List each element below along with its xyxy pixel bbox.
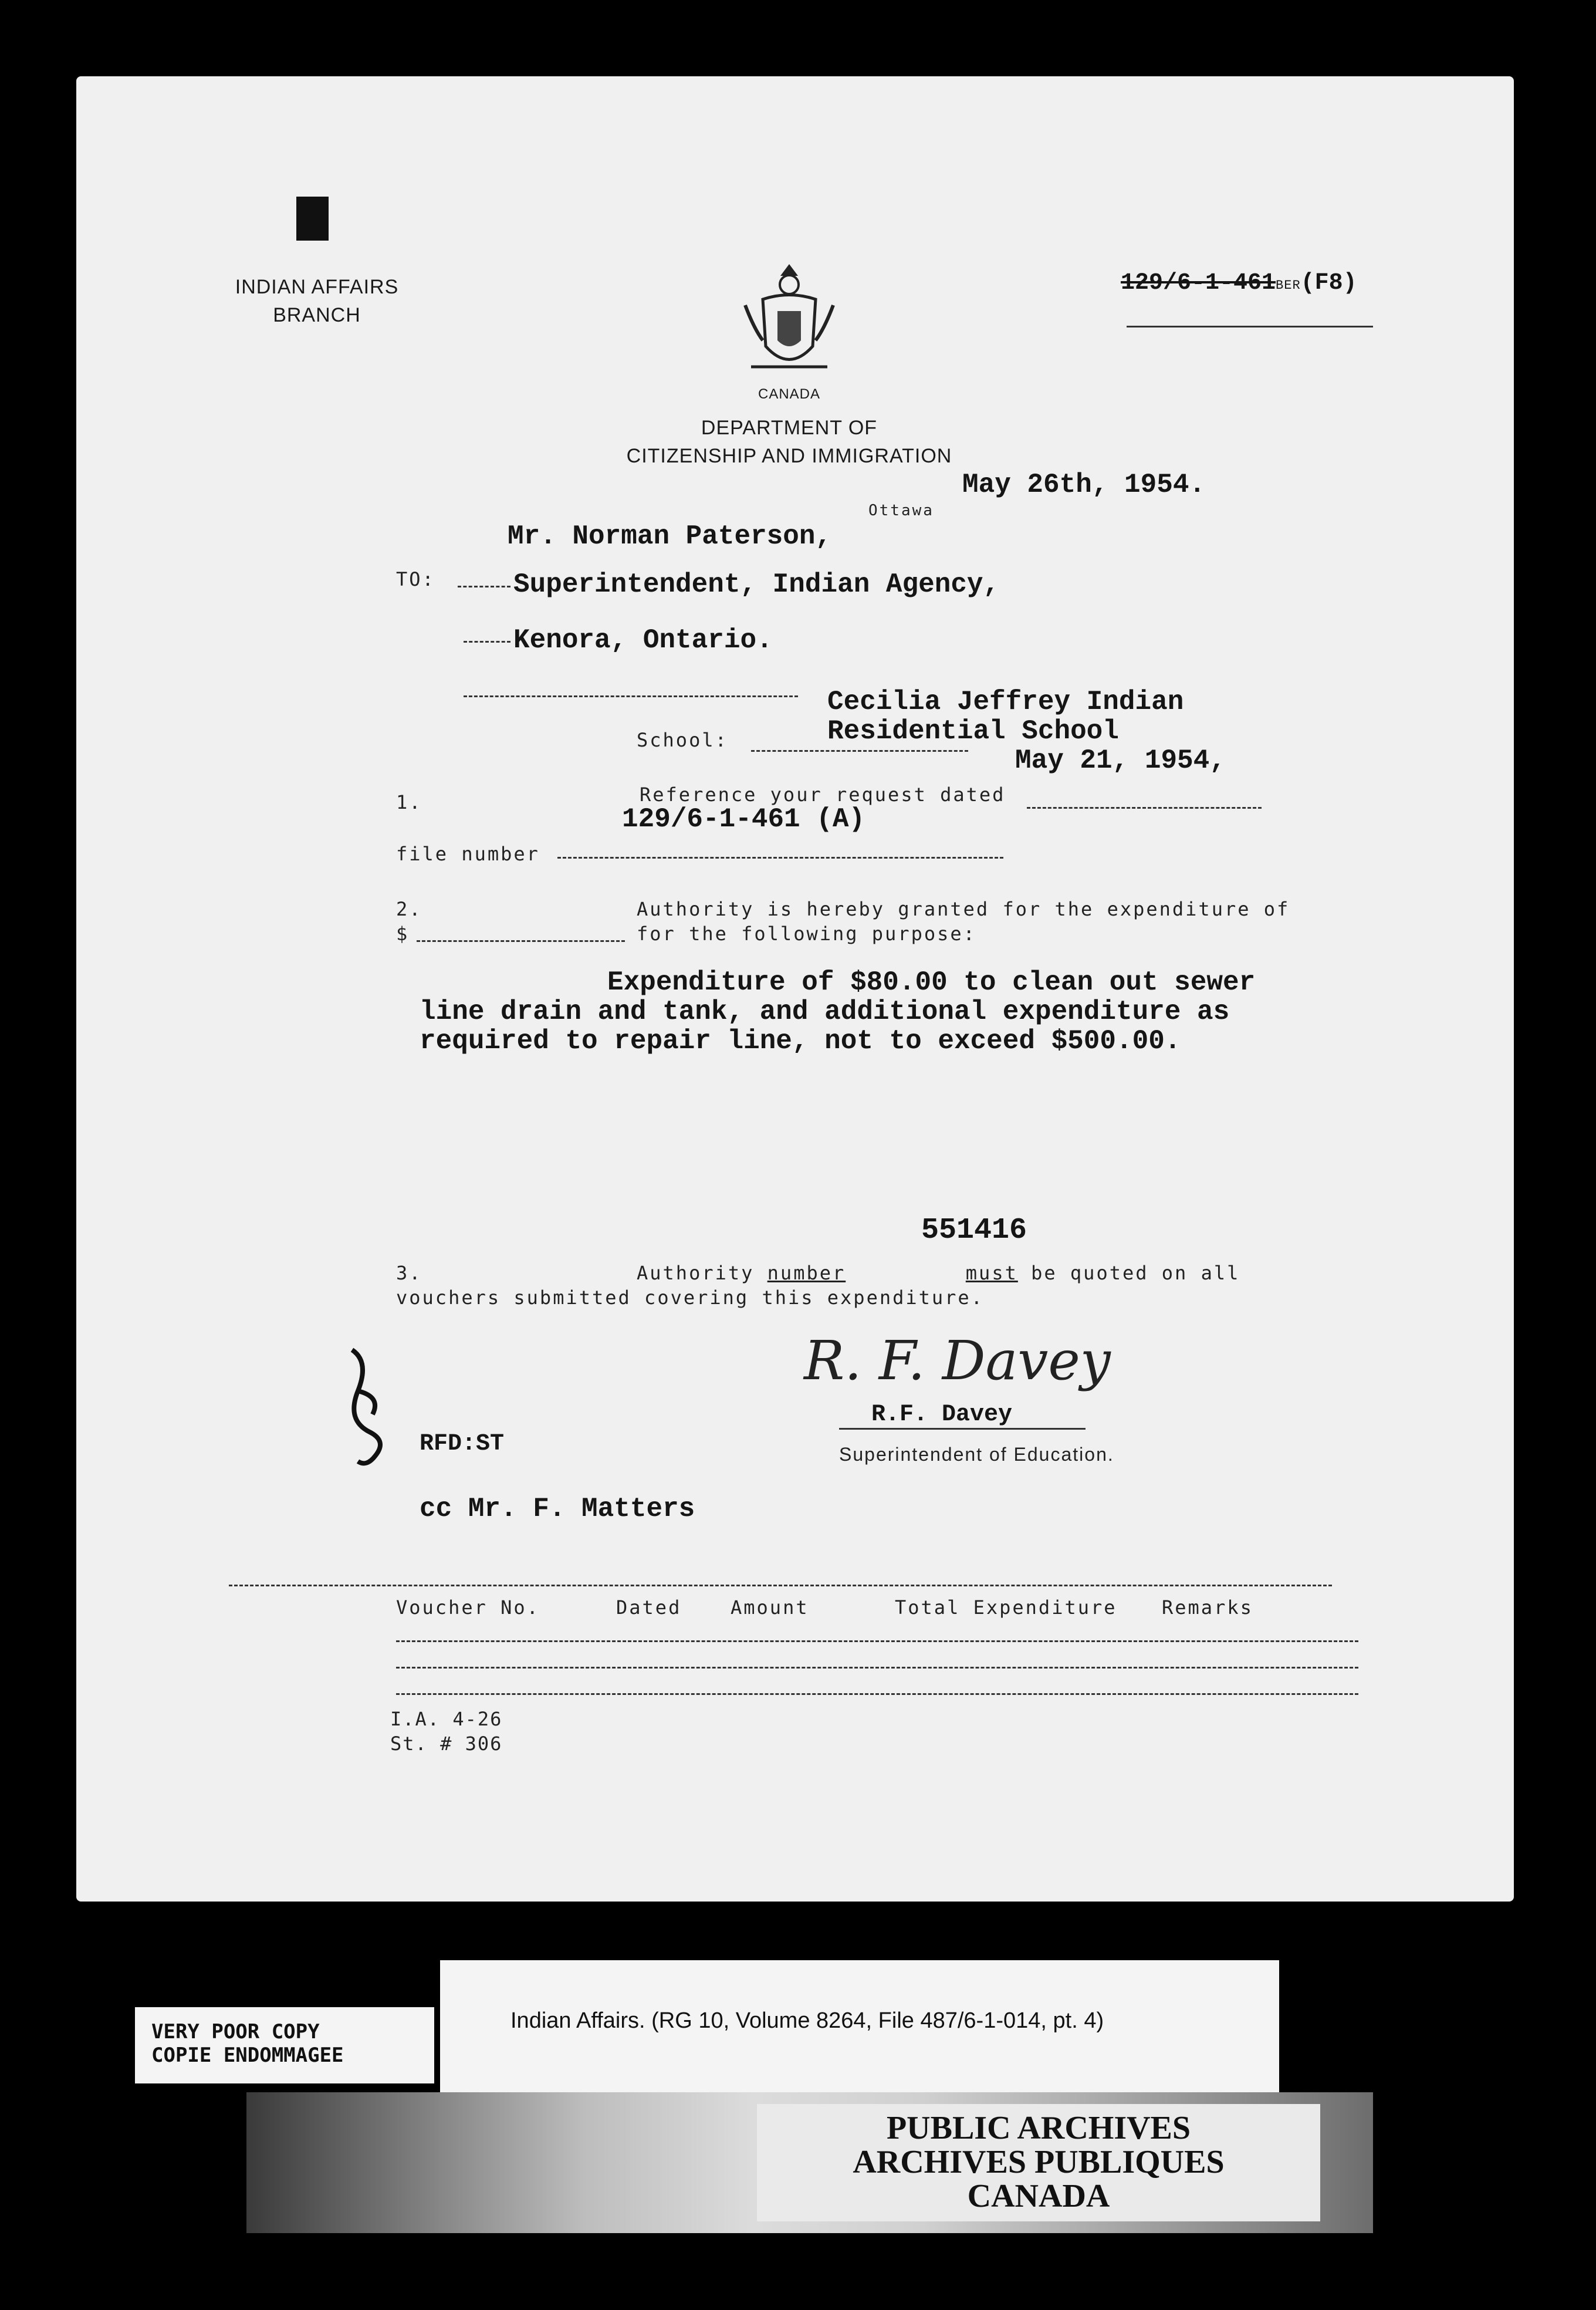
handwritten-initials-icon: [334, 1338, 405, 1473]
form-number-line-2: St. # 306: [390, 1732, 503, 1755]
item-2-number: 2.: [396, 898, 422, 920]
form-number-line-1: I.A. 4-26: [390, 1708, 503, 1730]
letter-date: May 26th, 1954.: [962, 470, 1206, 500]
item-3-authority: Authority: [637, 1262, 755, 1284]
recipient-title: Superintendent, Indian Agency,: [513, 569, 1000, 600]
school-name-line-2: Residential School: [827, 716, 1119, 747]
item-2-text-1: Authority is hereby granted for the expenditure of: [637, 898, 1290, 920]
voucher-line-1: [396, 1640, 1358, 1642]
department-label: [604, 414, 974, 470]
signature-typed: R.F. Davey: [871, 1401, 1013, 1428]
item-3-must: must: [965, 1262, 1018, 1284]
city-label: Ottawa: [868, 502, 934, 519]
item-1-text: Reference your request dated: [640, 783, 1006, 806]
branch-line-1: INDIAN AFFAIRS: [235, 276, 399, 298]
branch-label: [223, 273, 411, 329]
file-number-line-2: [557, 857, 1003, 859]
item-3-number: 3.: [396, 1262, 422, 1284]
item-2-text-2: for the following purpose:: [637, 923, 976, 945]
signature-title: Superintendent of Education.: [839, 1444, 1114, 1465]
col-dated: Dated: [616, 1596, 682, 1619]
school-line: [751, 750, 968, 752]
voucher-line-top: [229, 1585, 1332, 1586]
file-number-suffix: (F8): [1300, 270, 1357, 296]
item-3-number-word: number: [767, 1262, 846, 1284]
poor-copy-line-1: VERY POOR COPY: [151, 2020, 320, 2044]
request-file-ref: 129/6-1-461 (A): [622, 804, 865, 835]
amount-line: [417, 940, 625, 942]
col-voucher-no: Voucher No.: [396, 1596, 540, 1619]
recipient-location: Kenora, Ontario.: [513, 625, 773, 656]
country-label: CANADA: [758, 386, 821, 402]
file-number-line: [1127, 326, 1373, 327]
item-3-quoted: be quoted on all: [1031, 1262, 1240, 1284]
voucher-line-2: [396, 1667, 1358, 1669]
archive-stamp-line-1: PUBLIC ARCHIVES: [886, 2110, 1191, 2146]
school-label: School:: [637, 729, 728, 751]
archive-stamp-bar: [246, 2092, 1373, 2233]
archive-stamp-line-3: CANADA: [967, 2178, 1110, 2214]
file-number-value: 129/6-1-461: [1121, 270, 1276, 296]
black-mark-icon: [296, 197, 329, 241]
to-line-2: [464, 641, 510, 643]
signature-script: R. F. Davey: [804, 1329, 1111, 1392]
purpose-line-3: required to repair line, not to exceed $500.00.: [420, 1026, 1181, 1056]
school-name-line-1: Cecilia Jeffrey Indian: [827, 687, 1184, 717]
item-3-text: [637, 1262, 1240, 1284]
document-page: [76, 76, 1514, 1902]
authority-number: 551416: [921, 1214, 1027, 1247]
request-date-line: [1027, 807, 1262, 809]
archive-stamp-line-2: ARCHIVES PUBLIQUES: [853, 2144, 1225, 2180]
col-total-expenditure: Total Expenditure: [895, 1596, 1117, 1619]
to-line-3: [464, 695, 798, 697]
cc-line: cc Mr. F. Matters: [420, 1494, 695, 1524]
file-number-label: file number: [396, 843, 540, 865]
purpose-line-1: Expenditure of $80.00 to clean out sewer: [607, 967, 1256, 998]
archive-reference-text: Indian Affairs. (RG 10, Volume 8264, File 487/6-1-014, pt. 4): [510, 2008, 1104, 2033]
branch-line-2: BRANCH: [273, 304, 361, 326]
purpose-line-2: line drain and tank, and additional expenditure as: [420, 997, 1230, 1027]
file-label-fragment: BER: [1276, 278, 1301, 293]
archive-reference-label: [440, 1960, 1279, 2092]
request-date: May 21, 1954,: [1015, 745, 1226, 776]
department-line-1: DEPARTMENT OF: [701, 417, 878, 439]
poor-copy-label: [135, 2007, 434, 2083]
file-number: [1121, 270, 1357, 296]
col-remarks: Remarks: [1162, 1596, 1253, 1619]
item-3-text-2: vouchers submitted covering this expenditure.: [396, 1286, 984, 1309]
to-label: TO:: [396, 568, 435, 590]
item-1-number: 1.: [396, 791, 422, 813]
to-line-1: [458, 586, 510, 587]
initials-line: RFD:ST: [420, 1431, 505, 1457]
voucher-line-3: [396, 1693, 1358, 1695]
coat-of-arms-icon: [739, 258, 839, 381]
recipient-name: Mr. Norman Paterson,: [508, 521, 832, 552]
archive-stamp: [757, 2104, 1320, 2221]
department-line-2: CITIZENSHIP AND IMMIGRATION: [626, 445, 952, 467]
col-amount: Amount: [731, 1596, 809, 1619]
signature-line: [839, 1428, 1086, 1430]
poor-copy-line-2: COPIE ENDOMMAGEE: [151, 2044, 344, 2067]
dollar-sign: $: [396, 923, 410, 945]
